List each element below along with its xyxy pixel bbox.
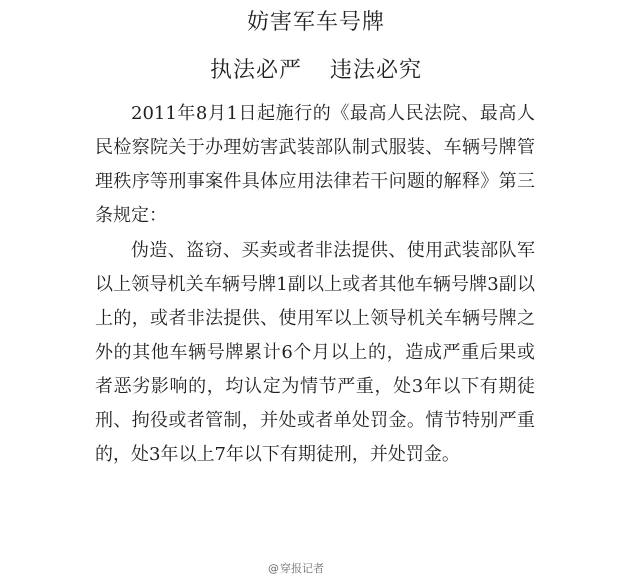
watermark-text: 穿报记者 [280,562,324,575]
paragraph-rule: 伪造、盗窃、买卖或者非法提供、使用武装部队军以上领导机关车辆号牌1副以上或者其他车辆号牌3副以上的，或者非法提供、使用军以上领导机关车辆号牌之外的其他车辆号牌累计6个月以上的，造成严重后果或者恶劣影响的，均认定为情节严重，处3年以下有期徒刑、拘役或者管制，并处或者单处罚金。情节特别严重的，处3年以上7年以下有期徒刑，并处罚金。 [95,240,535,465]
subtitle-left: 执法必严 [209,58,302,83]
document-title: 妨害军车号牌 [246,10,385,35]
document-subtitle [0,56,632,86]
subtitle-right: 违法必究 [330,58,423,83]
paragraph-block-2 [95,234,535,472]
watermark [268,561,324,577]
at-icon: @ [268,562,279,575]
paragraph-intro: 2011年8月1日起施行的《最高人民法院、最高人民检察院关于办理妨害武装部队制式服装、车辆号牌管理秩序等刑事案件具体应用法律若干问题的解释》第三条规定： [95,103,535,226]
paragraph-block-1 [95,97,535,233]
